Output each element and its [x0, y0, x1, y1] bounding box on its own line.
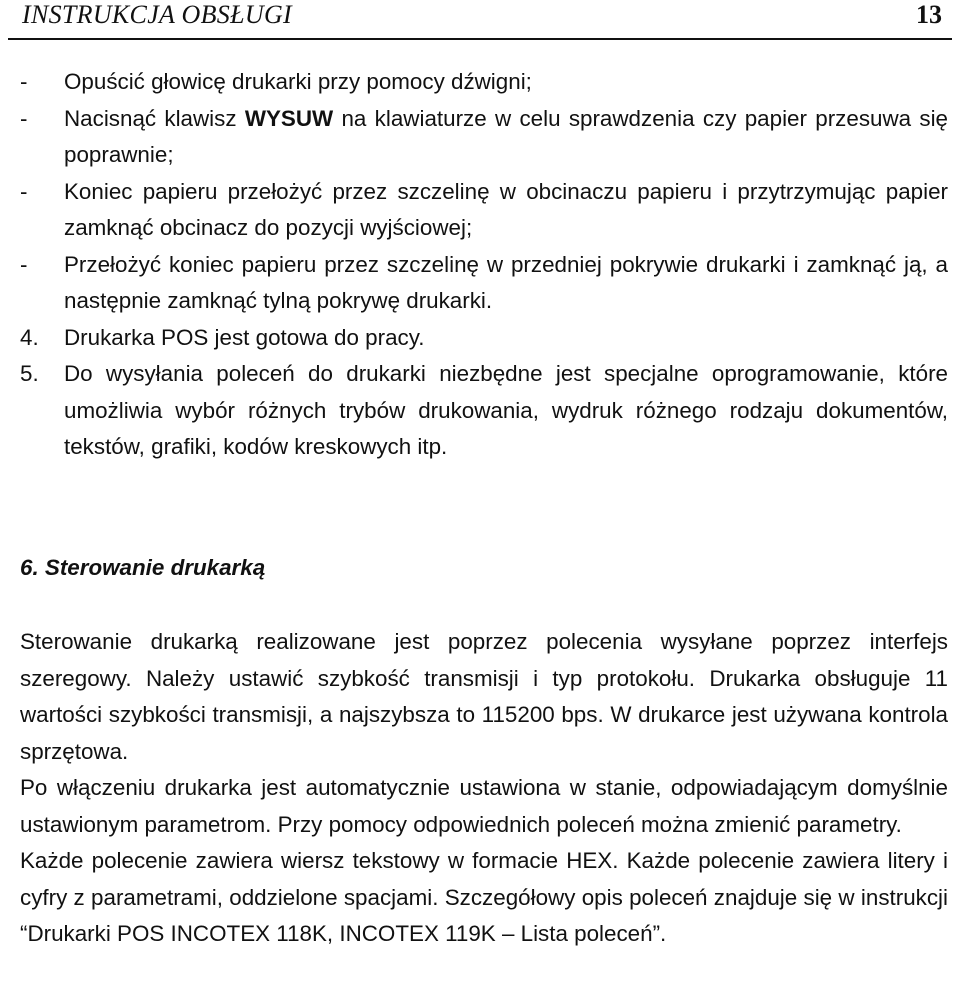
section-heading: 6. Sterowanie drukarką	[20, 555, 266, 580]
list-item	[20, 320, 948, 357]
page-number: 13	[916, 0, 942, 29]
list-item	[20, 247, 948, 320]
list-item-text: Do wysyłania poleceń do drukarki niezbędne jest specjalne oprogramowanie, które umożliwia wybór różnych trybów drukowania, wydruk różnego rodzaju dokumentów, tekstów, grafiki, kodów kreskowych itp.	[64, 361, 948, 459]
list-item-text: Opuścić głowicę drukarki przy pomocy dźwigni;	[64, 69, 532, 94]
list-marker: 5.	[20, 361, 39, 386]
key-name: WYSUW	[244, 105, 334, 131]
list-item-text: Koniec papieru przełożyć przez szczelinę w obcinaczu papieru i przytrzymując papier zamknąć obcinacz do pozycji wyjściowej;	[64, 178, 948, 240]
list-marker: 4.	[20, 324, 39, 350]
section-body	[20, 624, 948, 953]
list-item-text: Drukarka POS jest gotowa do pracy.	[64, 324, 425, 350]
list-item	[20, 64, 948, 101]
instruction-list	[20, 64, 948, 466]
text-before: Nacisnąć klawisz	[64, 105, 245, 131]
list-marker: -	[20, 251, 28, 277]
list-marker: -	[20, 105, 28, 131]
list-item	[20, 356, 948, 466]
paragraph: Po włączeniu drukarka jest automatycznie ustawiona w stanie, odpowiadającym domyślnie ustawionym parametrom. Przy pomocy odpowiednich poleceń można zmienić parametry.	[20, 775, 948, 837]
list-marker: -	[20, 178, 28, 204]
document-title: INSTRUKCJA OBSŁUGI	[22, 0, 292, 29]
page-header	[8, 0, 952, 40]
list-item	[20, 174, 948, 247]
paragraph: Każde polecenie zawiera wiersz tekstowy w formacie HEX. Każde polecenie zawiera litery i cyfry z parametrami, oddzielone spacjami. Szczegółowy opis poleceń znajduje się w instrukcji “Drukarki POS INCOTEX 118K, INCOTEX 119K – Lista poleceń”.	[20, 848, 948, 946]
list-item-text	[64, 101, 948, 174]
list-marker: -	[20, 69, 28, 94]
list-item	[20, 101, 948, 174]
paragraph: Sterowanie drukarką realizowane jest poprzez polecenia wysyłane poprzez interfejs szeregowy. Należy ustawić szybkość transmisji i typ protokołu. Drukarka obsługuje 11 wartości szybkości transmisji, a najszybsza to 115200 bps. W drukarce jest używana kontrola sprzętowa.	[20, 629, 948, 764]
text-after: na klawiaturze w celu sprawdzenia czy papier przesuwa się poprawnie;	[64, 105, 949, 167]
list-item-text: Przełożyć koniec papieru przez szczelinę w przedniej pokrywie drukarki i zamknąć ją, a następnie zamknąć tylną pokrywę drukarki.	[64, 251, 948, 313]
